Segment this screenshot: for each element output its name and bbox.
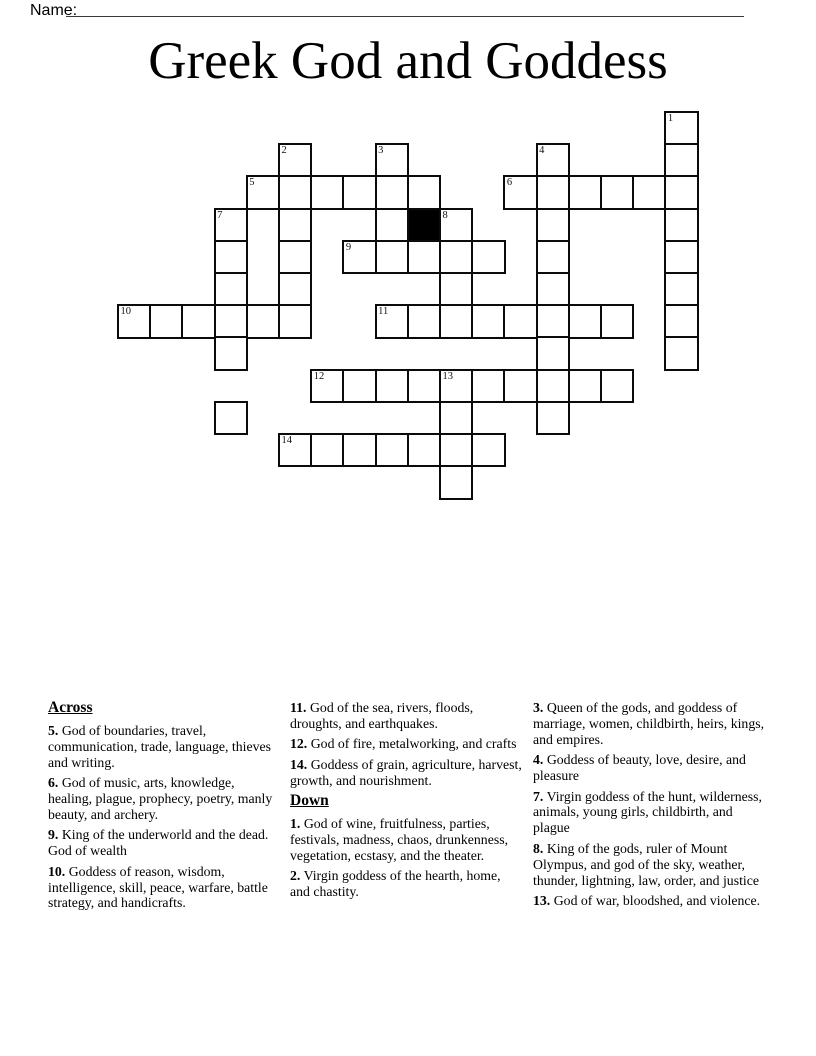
grid-cell-number: 10: [120, 306, 131, 318]
grid-cell: [600, 175, 634, 209]
clue-number: 6.: [48, 775, 59, 791]
grid-cell: [536, 175, 570, 209]
grid-cell: [503, 175, 537, 209]
clue-column-middle: [290, 700, 523, 904]
grid-cell: [375, 304, 409, 338]
clue-number: 1.: [290, 815, 301, 831]
grid-cell: [214, 208, 248, 242]
grid-cell: [246, 304, 280, 338]
grid-cell: [471, 304, 505, 338]
grid-cell: [664, 208, 698, 242]
grid-cell: [439, 240, 473, 274]
grid-cell-number: 8: [442, 209, 448, 221]
clue-number: 14.: [290, 756, 308, 772]
grid-cell: [214, 336, 248, 370]
grid-cell: [439, 369, 473, 403]
grid-cell: [471, 433, 505, 467]
grid-cell: [342, 369, 376, 403]
clue-item: [48, 775, 281, 823]
grid-cell: [246, 175, 280, 209]
grid-cell: [664, 304, 698, 338]
grid-cell: [536, 208, 570, 242]
clue-section-heading: Down: [290, 792, 329, 810]
grid-cell: [375, 175, 409, 209]
grid-cell: [664, 143, 698, 177]
clue-text: Queen of the gods, and goddess of marriage, women, childbirth, heirs, kings, and empires.: [533, 700, 765, 747]
grid-cell: [214, 272, 248, 306]
clue-text: King of the underworld and the dead. God of wealth: [48, 827, 269, 859]
grid-cell-number: 5: [249, 177, 255, 189]
clue-item: [48, 723, 281, 771]
clue-text: Goddess of grain, agriculture, harvest, growth, and nourishment.: [290, 756, 522, 788]
grid-cell: [664, 272, 698, 306]
grid-cell-number: 6: [506, 177, 513, 189]
clue-column-across: [48, 700, 281, 916]
clue-item: [290, 816, 523, 864]
grid-cell: [439, 433, 473, 467]
grid-cell: [181, 304, 215, 338]
clue-item: [533, 841, 771, 889]
crossword-grid: [117, 111, 699, 500]
grid-cell: [407, 175, 441, 209]
grid-cell: [536, 401, 570, 435]
grid-cell: [568, 369, 602, 403]
grid-cell: [214, 240, 248, 274]
grid-cell: [503, 304, 537, 338]
clue-text: God of war, bloodshed, and violence.: [553, 892, 761, 908]
grid-cell: [375, 240, 409, 274]
clue-text: Goddess of reason, wisdom, intelligence, skill, peace, warfare, battle strategy, and handicrafts.: [48, 863, 268, 911]
grid-cell: [278, 208, 312, 242]
grid-cell: [439, 272, 473, 306]
grid-cell: [471, 369, 505, 403]
clue-text: God of wine, fruitfulness, parties, festivals, madness, chaos, drunkenness, vegetation, ecstasy, and the theater.: [290, 815, 509, 863]
grid-cell: [439, 304, 473, 338]
grid-cell: [342, 433, 376, 467]
clue-text: Virgin goddess of the hunt, wilderness, animals, young girls, childbirth, and plague: [533, 788, 762, 836]
grid-cell: [342, 240, 376, 274]
grid-cell: [664, 240, 698, 274]
clue-item: [533, 893, 771, 909]
clue-item: [48, 864, 281, 912]
grid-cell-number: 13: [442, 370, 453, 382]
clue-item: [48, 827, 281, 859]
grid-cell-number: 12: [313, 370, 325, 382]
grid-cell: [278, 143, 312, 177]
grid-cell: [407, 433, 441, 467]
clue-number: 10.: [48, 863, 66, 879]
clue-number: 4.: [533, 752, 544, 768]
grid-cell: [600, 304, 634, 338]
clue-number: 2.: [290, 868, 301, 884]
grid-cell-number: 11: [378, 306, 389, 318]
grid-cell: [439, 208, 473, 242]
grid-cell-number: 2: [281, 145, 287, 157]
grid-cell: [439, 401, 473, 435]
grid-cell: [503, 369, 537, 403]
clue-item: [533, 700, 771, 748]
clue-number: 13.: [533, 892, 551, 908]
grid-cell: [310, 175, 344, 209]
clue-item: [533, 752, 771, 784]
clue-text: God of boundaries, travel, communication, trade, language, thieves and writing.: [48, 722, 271, 770]
clue-text: God of the sea, rivers, floods, droughts, and earthquakes.: [290, 700, 474, 731]
grid-cell: [278, 304, 312, 338]
grid-cell: [568, 304, 602, 338]
grid-cell: [117, 304, 151, 338]
clue-item: [533, 789, 771, 837]
grid-cell: [375, 369, 409, 403]
grid-cell: [375, 143, 409, 177]
grid-cell: [536, 272, 570, 306]
grid-cell: [536, 304, 570, 338]
grid-cell: [536, 240, 570, 274]
grid-cell: [407, 240, 441, 274]
grid-cell: [310, 369, 344, 403]
grid-cell: [278, 240, 312, 274]
clue-item: [290, 757, 523, 789]
grid-cell: [664, 336, 698, 370]
clue-number: 8.: [533, 840, 544, 856]
grid-cell: [375, 208, 409, 242]
clue-item: [290, 700, 523, 732]
clue-section-heading: Across: [48, 699, 93, 716]
grid-cell-number: 1: [667, 113, 674, 124]
clue-number: 11.: [290, 700, 307, 715]
grid-cell: [407, 369, 441, 403]
clue-text: Goddess of beauty, love, desire, and pleasure: [533, 752, 746, 784]
grid-cell: [439, 465, 473, 499]
clue-number: 3.: [533, 700, 544, 715]
grid-cell: [310, 433, 344, 467]
grid-cell: [375, 433, 409, 467]
clue-text: God of fire, metalworking, and crafts: [310, 736, 517, 752]
clue-number: 12.: [290, 736, 308, 752]
grid-cell: [407, 304, 441, 338]
clue-item: [290, 736, 523, 752]
grid-cell: [278, 272, 312, 306]
grid-cell-number: 9: [345, 241, 352, 253]
clue-number: 7.: [533, 788, 544, 804]
clue-number: 5.: [48, 722, 59, 738]
grid-cell: [149, 304, 183, 338]
grid-cell: [471, 240, 505, 274]
grid-cell-number: 7: [217, 209, 223, 221]
grid-cell: [600, 369, 634, 403]
grid-cell: [278, 175, 312, 209]
grid-cell-number: 14: [281, 435, 292, 446]
grid-cell: [214, 304, 248, 338]
grid-cell: [536, 369, 570, 403]
name-label: Name:: [30, 2, 78, 19]
clue-column-down: [533, 700, 771, 913]
grid-cell-number: 3: [378, 145, 384, 157]
grid-cell: [568, 175, 602, 209]
grid-cell-number: 4: [539, 145, 545, 157]
name-blank-line: [66, 0, 744, 17]
grid-cell-black: [407, 208, 441, 242]
clue-text: King of the gods, ruler of Mount Olympus, and god of the sky, weather, thunder, lightning, law, order, and justice: [533, 840, 759, 888]
clue-text: Virgin goddess of the hearth, home, and chastity.: [290, 868, 501, 900]
clue-text: God of music, arts, knowledge, healing, plague, prophecy, poetry, manly beauty, and archery.: [48, 775, 273, 822]
grid-cell: [664, 111, 698, 145]
grid-cell: [278, 433, 312, 467]
page-title: Greek God and Goddess: [148, 32, 668, 90]
grid-cell: [536, 143, 570, 177]
clue-item: [290, 868, 523, 900]
grid-cell: [214, 401, 248, 435]
grid-cell: [664, 175, 698, 209]
grid-cell: [536, 336, 570, 370]
grid-cell: [632, 175, 666, 209]
clue-number: 9.: [48, 827, 59, 843]
grid-cell: [342, 175, 376, 209]
